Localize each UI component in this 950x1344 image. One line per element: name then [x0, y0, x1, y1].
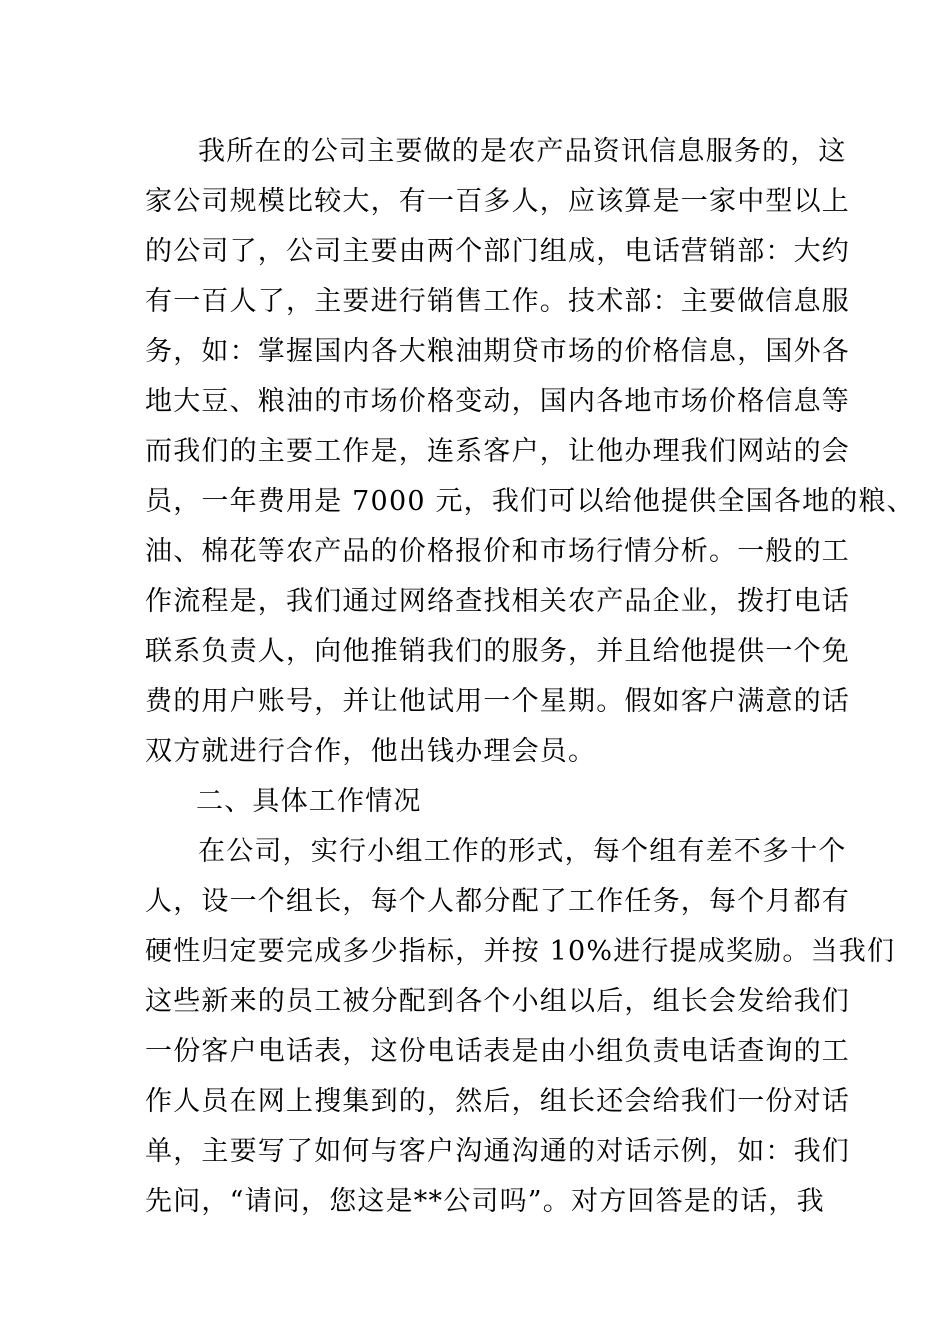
paragraph-1-line-8: 员，一年费用是 7000 元，我们可以给他提供全国各地的粮、	[145, 486, 915, 517]
paragraph-1-line-11: 联系负责人，向他推销我们的服务，并且给他提供一个免	[145, 636, 850, 667]
paragraph-1-line-10: 作流程是，我们通过网络查找相关农产品企业，拨打电话	[145, 586, 850, 617]
paragraph-2-line-7: 单，主要写了如何与客户沟通沟通的对话示例，如：我们	[145, 1136, 850, 1167]
paragraph-2-line-3: 硬性归定要完成多少指标，并按 10%进行提成奖励。当我们	[145, 936, 896, 967]
paragraph-1-line-5: 务，如：掌握国内各大粮油期贷市场的价格信息，国外各	[145, 336, 850, 367]
paragraph-1-line-7: 而我们的主要工作是，连系客户，让他办理我们网站的会	[145, 436, 850, 467]
paragraph-1-line-6: 地大豆、粮油的市场价格变动，国内各地市场价格信息等	[145, 386, 850, 417]
paragraph-2-line-2: 人，设一个组长，每个人都分配了工作任务，每个月都有	[145, 886, 850, 917]
paragraph-2-line-6: 作人员在网上搜集到的，然后，组长还会给我们一份对话	[145, 1086, 850, 1117]
paragraph-2-line-5: 一份客户电话表，这份电话表是由小组负责电话查询的工	[145, 1036, 850, 1067]
paragraph-1-line-2: 家公司规模比较大，有一百多人，应该算是一家中型以上	[145, 186, 850, 217]
paragraph-2-line-4: 这些新来的员工被分配到各个小组以后，组长会发给我们	[145, 986, 850, 1017]
paragraph-2-line-8: 先问，“请问，您这是**公司吗”。对方回答是的话，我	[145, 1186, 825, 1217]
paragraph-1-line-13: 双方就进行合作，他出钱办理会员。	[145, 736, 597, 767]
paragraph-1-line-1: 我所在的公司主要做的是农产品资讯信息服务的，这	[198, 136, 847, 167]
paragraph-2-line-1: 在公司，实行小组工作的形式，每个组有差不多十个	[198, 836, 847, 867]
paragraph-1-line-4: 有一百人了，主要进行销售工作。技术部：主要做信息服	[145, 286, 850, 317]
paragraph-1-line-9: 油、棉花等农产品的价格报价和市场行情分析。一般的工	[145, 536, 850, 567]
section-heading: 二、具体工作情况	[196, 786, 422, 817]
paragraph-1-line-12: 费的用户账号，并让他试用一个星期。假如客户满意的话	[145, 686, 850, 717]
paragraph-1-line-3: 的公司了，公司主要由两个部门组成，电话营销部：大约	[145, 236, 850, 267]
